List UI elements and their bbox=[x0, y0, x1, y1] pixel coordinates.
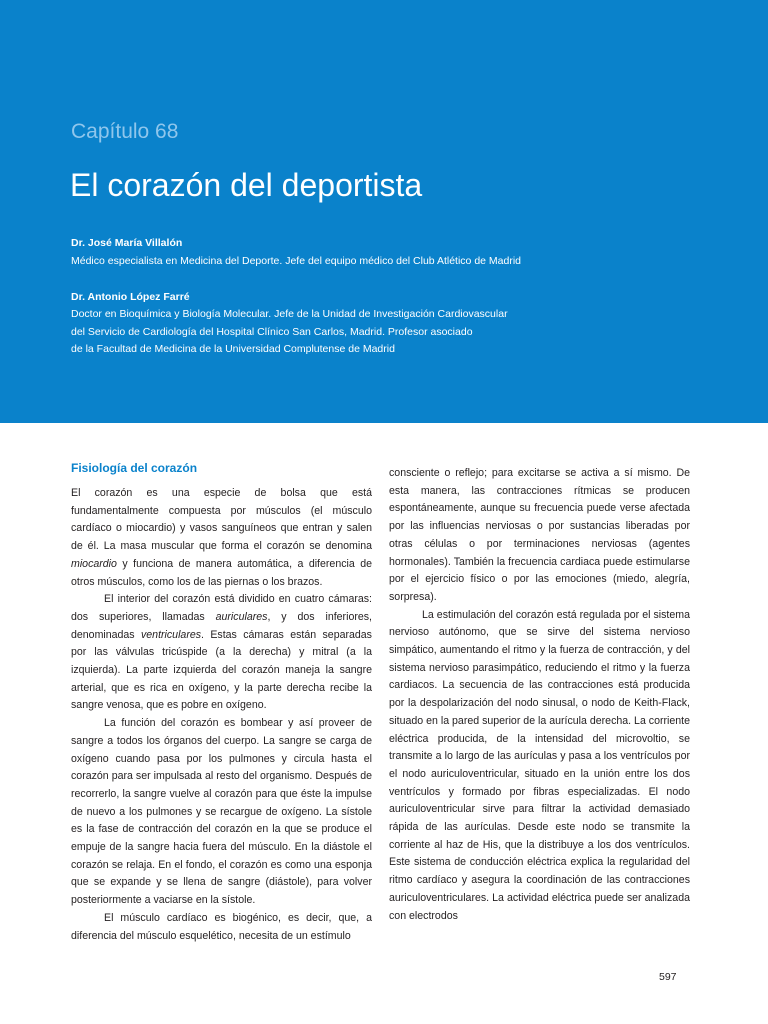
italic-term: ventriculares bbox=[140, 628, 202, 641]
text-run: El corazón es una especie de bolsa que está fundamentalmente compuesta por músculos (el músculo cardíaco o miocardio) y vasos sanguíneos que entran y salen de él. La masa muscular que forma el corazón se denomina bbox=[71, 487, 372, 553]
chapter-banner bbox=[0, 0, 768, 423]
author-name: Dr. Antonio López Farré bbox=[71, 291, 190, 303]
body-paragraph bbox=[71, 591, 372, 715]
italic-term: auriculares bbox=[215, 610, 268, 623]
body-paragraph bbox=[71, 485, 372, 591]
body-paragraph: La estimulación del corazón está regulada por el sistema nervioso autónomo, que se sirve del sistema nervioso simpático, aumentando el ritmo y la fuerza de contracción, y del sistema nervioso parasimpático, reduciendo el ritmo y la fuerza cardiacos. La secuencia de las contracciones está producida por la despolarización del nodo sinusal, o nodo de Keith-Flack, situado en la pared superior de la aurícula derecha. La corriente eléctrica producida, de la intensidad del microvoltio, se transmite a lo largo de las aurículas y pasa a los ventrículos por el nodo auriculoventricular, situado en la unión entre los dos ventrículos y formado por fibras especializadas. El nodo auriculoventricular sirve para filtrar la actividad demasiado rápida de las aurículas. Desde este nodo se transmite la corriente al haz de His, que la distribuye a los dos ventrículos. Este sistema de conducción eléctrica explica la regularidad del ritmo cardíaco y asegura la coordinación de las contracciones auriculoventriculares. La actividad eléctrica puede ser analizada con electrodos bbox=[389, 608, 690, 922]
text-run: , y dos inferiores, denominadas bbox=[71, 610, 372, 641]
text-run: El interior del corazón está dividido en cuatro cámaras: dos superiores, llamadas bbox=[71, 593, 372, 623]
section-heading: Fisiología del corazón bbox=[71, 461, 198, 475]
author-affiliation-line: Médico especialista en Medicina del Deporte. Jefe del equipo médico del Club Atlético de Madrid bbox=[71, 255, 522, 267]
author-affiliation-line: de la Facultad de Medicina de la Universidad Complutense de Madrid bbox=[71, 343, 395, 355]
page-number: 597 bbox=[659, 971, 677, 983]
left-column bbox=[71, 460, 372, 945]
author-block-2 bbox=[71, 290, 508, 359]
author-affiliation-line: del Servicio de Cardiología del Hospital Clínico San Carlos, Madrid. Profesor asociado bbox=[71, 325, 473, 338]
text-run: . Estas cámaras están separadas por las válvulas tricúspide (a la derecha) y mitral (a la izquierda). La parte izquierda del corazón maneja la sangre arterial, que es rica en oxígeno, y la parte derecha recibe la sangre venosa, que es pobre en oxígeno. bbox=[71, 628, 372, 712]
body-paragraph: consciente o reflejo; para excitarse se activa a sí mismo. De esta manera, las contracciones rítmicas se producen espontáneamente, aunque su frecuencia puede verse afectada por las influencias nerviosas o por sustancias liberadas por otras células o por terminaciones nerviosas (agentes hormonales). También la frecuencia cardiaca puede estimularse por el ejercicio físico o por las emociones (miedo, alegría, sorpresa). bbox=[389, 467, 690, 603]
italic-term: miocardio bbox=[71, 557, 117, 570]
author-name: Dr. José María Villalón bbox=[71, 237, 183, 249]
right-column bbox=[389, 465, 690, 925]
chapter-label: Capítulo 68 bbox=[71, 120, 179, 143]
author-affiliation-line: Doctor en Bioquímica y Biología Molecular. Jefe de la Unidad de Investigación Cardiovascular bbox=[71, 308, 508, 320]
chapter-title: El corazón del deportista bbox=[70, 167, 423, 203]
body-paragraph: La función del corazón es bombear y así proveer de sangre a todos los órganos del cuerpo. La sangre se carga de oxígeno cuando pasa por los pulmones y circula hasta el corazón para ser impulsada al resto del organismo. Después de recorrerlo, la sangre vuelve al corazón para que éste la impulse de nuevo a los pulmones y se recargue de oxígeno. La sístole es la fase de contracción del corazón en la que se produce el empuje de la sangre hacia fuera del músculo. En la diástole el corazón se relaja. En el fondo, el corazón es como una esponja que se expande y se llena de sangre (diástole), para volver posteriormente a vaciarse en la sístole. bbox=[71, 717, 372, 907]
author-block-1 bbox=[71, 236, 521, 271]
text-run: y funciona de manera automática, a diferencia de otros músculos, como los de las piernas o los brazos. bbox=[71, 557, 372, 588]
body-paragraph: El músculo cardíaco es biogénico, es decir, que, a diferencia del músculo esquelético, necesita de un estímulo bbox=[71, 911, 372, 942]
